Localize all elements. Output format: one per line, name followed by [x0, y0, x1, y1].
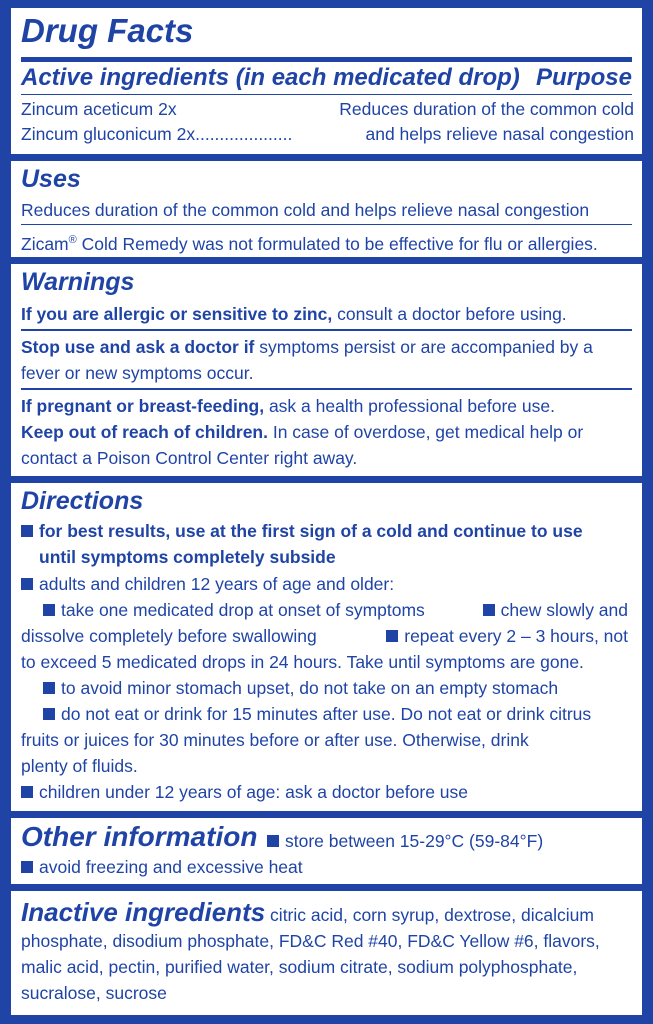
direction-bullet-3	[21, 779, 468, 805]
direction-bullet-1-cont: until symptoms completely subside	[39, 547, 336, 567]
bullet-square-icon	[21, 786, 33, 798]
uses-panel	[11, 161, 642, 257]
brand-name: Zicam	[21, 233, 69, 254]
direction-sub-2-cont: dissolve completely before swallowing	[21, 626, 317, 646]
drug-facts-title: Drug Facts	[21, 12, 194, 49]
warning-divider-1	[21, 329, 632, 331]
bullet-square-icon	[21, 525, 33, 537]
warnings-panel	[11, 264, 642, 476]
warning-stop-bold: Stop use and ask a doctor if	[21, 337, 255, 357]
purpose-2: and helps relieve nasal congestion	[365, 124, 634, 144]
bullet-square-icon	[21, 861, 33, 873]
direction-sub-3-cont: to exceed 5 medicated drops in 24 hours. Take until symptoms are gone.	[21, 652, 584, 672]
warning-allergic-text: consult a doctor before using.	[332, 304, 567, 324]
uses-heading: Uses	[21, 165, 81, 193]
other-information-heading: Other information	[21, 821, 258, 852]
direction-sub-4-text: to avoid minor stomach upset, do not take on an empty stomach	[61, 678, 559, 698]
active-divider	[21, 94, 632, 95]
bullet-square-icon	[21, 578, 33, 590]
other-information-panel	[11, 818, 642, 884]
ingredient-1: Zincum aceticum 2x	[21, 99, 177, 119]
uses-line-2	[21, 227, 598, 257]
active-ingredients-heading: Active ingredients (in each medicated drop)	[21, 64, 520, 91]
warning-allergic-bold: If you are allergic or sensitive to zinc,	[21, 304, 333, 324]
ingredient-2	[21, 121, 292, 147]
direction-sub-2	[483, 597, 628, 623]
other-item-2-text: avoid freezing and excessive heat	[39, 857, 303, 877]
directions-heading: Directions	[21, 487, 144, 515]
warning-keep-2: contact a Poison Control Center right away.	[21, 448, 358, 468]
bullet-square-icon	[43, 708, 55, 720]
warning-keep-bold: Keep out of reach of children.	[21, 422, 268, 442]
other-item-2	[21, 854, 303, 880]
bullet-square-icon	[483, 604, 495, 616]
other-item-1	[267, 828, 543, 854]
warning-stop-2: fever or new symptoms occur.	[21, 363, 254, 383]
inactive-line-3: malic acid, pectin, purified water, sodium citrate, sodium polyphosphate,	[21, 957, 578, 977]
direction-bullet-2-text: adults and children 12 years of age and older:	[39, 574, 395, 594]
warning-pregnant	[21, 393, 555, 419]
warning-allergic	[21, 301, 567, 327]
inactive-ingredients-panel	[11, 891, 642, 1015]
direction-sub-5-cont-1: fruits or juices for 30 minutes before or after use. Otherwise, drink	[21, 730, 529, 750]
purpose-1: Reduces duration of the common cold	[339, 99, 634, 119]
direction-sub-5-text: do not eat or drink for 15 minutes after use. Do not eat or drink citrus	[61, 704, 592, 724]
inactive-line-2: phosphate, disodium phosphate, FD&C Red #40, FD&C Yellow #6, flavors,	[21, 931, 600, 951]
active-ingredients-panel	[11, 8, 642, 154]
title-divider	[21, 57, 632, 62]
inactive-ingredients-heading: Inactive ingredients	[21, 897, 266, 927]
direction-sub-1-text: take one medicated drop at onset of symptoms	[61, 600, 425, 620]
direction-sub-4	[43, 675, 558, 701]
direction-bullet-3-text: children under 12 years of age: ask a doctor before use	[39, 782, 469, 802]
inactive-line-1	[21, 899, 594, 928]
direction-bullet-1	[21, 518, 583, 544]
uses-divider	[21, 224, 632, 225]
ingredient-2-dots: ....................	[195, 124, 293, 144]
bullet-square-icon	[43, 604, 55, 616]
inactive-line-1-text: citric acid, corn syrup, dextrose, dicalcium	[265, 905, 594, 925]
warning-stop-1	[21, 334, 593, 360]
warning-pregnant-text: ask a health professional before use.	[264, 396, 555, 416]
directions-panel	[11, 483, 642, 811]
uses-line-2-text: Cold Remedy was not formulated to be effective for flu or allergies.	[76, 233, 598, 254]
direction-sub-3	[386, 623, 628, 649]
uses-line-1: Reduces duration of the common cold and helps relieve nasal congestion	[21, 200, 590, 220]
direction-bullet-1-text: for best results, use at the first sign of a cold and continue to use	[39, 521, 583, 541]
ingredient-2-name: Zincum gluconicum 2x	[21, 124, 196, 144]
other-item-1-text: store between 15-29°C (59-84°F)	[285, 831, 544, 851]
warning-stop-text: symptoms persist or are accompanied by a	[254, 337, 593, 357]
warning-keep-1	[21, 419, 583, 445]
bullet-square-icon	[267, 835, 279, 847]
direction-sub-5-cont-2: plenty of fluids.	[21, 756, 138, 776]
bullet-square-icon	[386, 630, 398, 642]
direction-sub-3-text: repeat every 2 – 3 hours, not	[404, 626, 628, 646]
direction-sub-1	[43, 597, 425, 623]
bullet-square-icon	[43, 682, 55, 694]
direction-bullet-2	[21, 571, 394, 597]
warning-pregnant-bold: If pregnant or breast-feeding,	[21, 396, 265, 416]
warning-keep-text: In case of overdose, get medical help or	[267, 422, 584, 442]
warnings-heading: Warnings	[21, 268, 135, 296]
purpose-heading: Purpose	[535, 64, 632, 91]
warning-divider-2	[21, 388, 632, 390]
direction-sub-2-text: chew slowly and	[500, 600, 628, 620]
inactive-line-4: sucralose, sucrose	[21, 983, 167, 1003]
direction-sub-5	[43, 701, 591, 727]
registered-mark: ®	[68, 234, 77, 246]
